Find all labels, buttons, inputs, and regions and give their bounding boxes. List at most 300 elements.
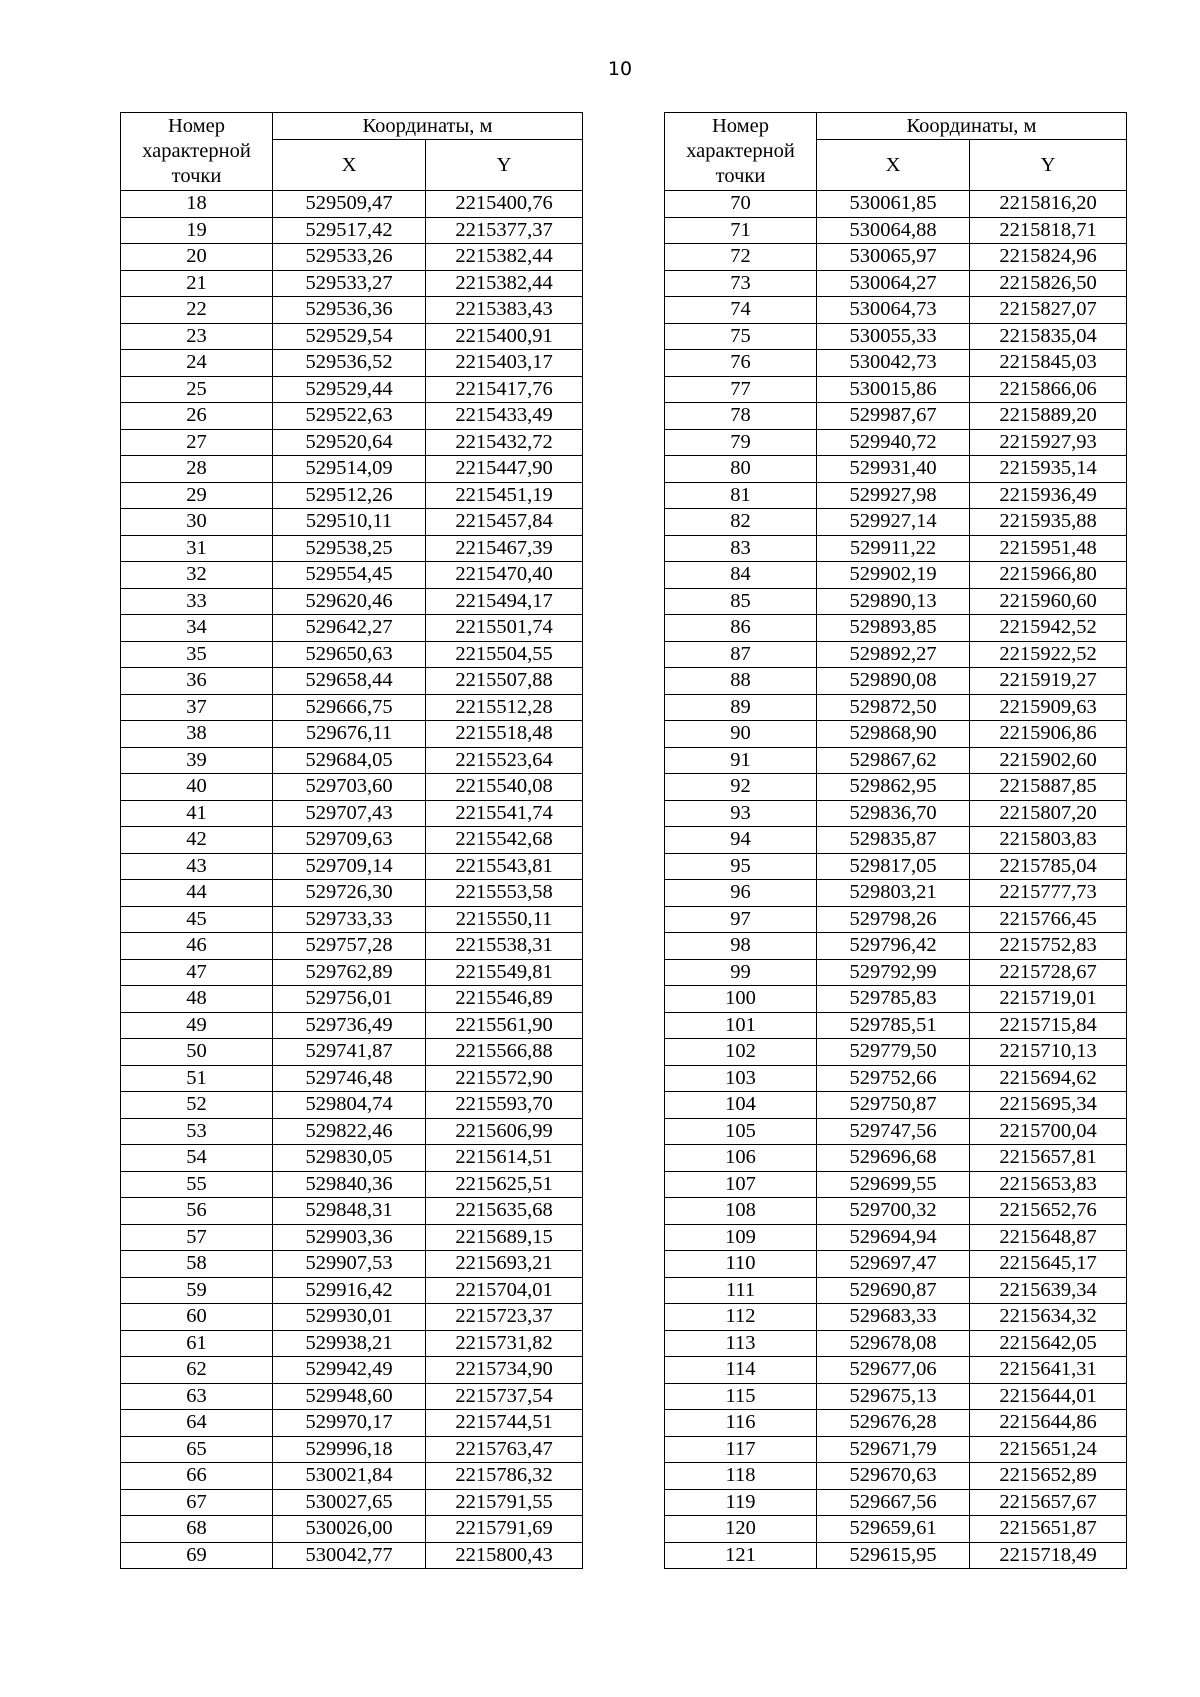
table-row (665, 694, 1127, 721)
y-coordinate-cell: 2215470,40 (426, 562, 583, 589)
y-coordinate-cell: 2215644,86 (970, 1410, 1127, 1437)
x-coordinate-cell: 529658,44 (273, 668, 426, 695)
y-coordinate-cell: 2215826,50 (970, 270, 1127, 297)
point-number-cell: 78 (665, 403, 817, 430)
x-coordinate-cell: 529707,43 (273, 800, 426, 827)
y-coordinate-cell: 2215432,72 (426, 429, 583, 456)
table-row (121, 1251, 583, 1278)
point-number-cell: 59 (121, 1277, 273, 1304)
x-coordinate-cell: 529533,27 (273, 270, 426, 297)
table-row (665, 933, 1127, 960)
point-number-cell: 88 (665, 668, 817, 695)
table-row (121, 1277, 583, 1304)
y-coordinate-cell: 2215922,52 (970, 641, 1127, 668)
point-number-cell: 40 (121, 774, 273, 801)
point-number-cell: 38 (121, 721, 273, 748)
coordinates-header: Координаты, м (273, 113, 583, 140)
table-row (121, 456, 583, 483)
table-row (121, 191, 583, 218)
point-number-cell: 112 (665, 1304, 817, 1331)
y-coordinate-cell: 2215403,17 (426, 350, 583, 377)
point-number-cell: 77 (665, 376, 817, 403)
table-row (665, 1436, 1127, 1463)
point-number-cell: 104 (665, 1092, 817, 1119)
table-row (121, 933, 583, 960)
table-row (121, 1145, 583, 1172)
point-number-cell: 105 (665, 1118, 817, 1145)
point-number-cell: 58 (121, 1251, 273, 1278)
table-row (121, 1304, 583, 1331)
table-row (121, 1330, 583, 1357)
x-coordinate-cell: 529700,32 (817, 1198, 970, 1225)
x-coordinate-cell: 529520,64 (273, 429, 426, 456)
x-coordinate-cell: 529948,60 (273, 1383, 426, 1410)
point-number-cell: 102 (665, 1039, 817, 1066)
table-row (665, 1171, 1127, 1198)
table-row (665, 1198, 1127, 1225)
table-row (121, 1065, 583, 1092)
point-number-cell: 19 (121, 217, 273, 244)
y-coordinate-cell: 2215400,76 (426, 191, 583, 218)
table-row (665, 429, 1127, 456)
y-coordinate-cell: 2215382,44 (426, 244, 583, 271)
x-coordinate-cell: 529862,95 (817, 774, 970, 801)
table-row (121, 1436, 583, 1463)
y-coordinate-cell: 2215451,19 (426, 482, 583, 509)
table-row (121, 827, 583, 854)
y-coordinate-cell: 2215606,99 (426, 1118, 583, 1145)
point-number-cell: 86 (665, 615, 817, 642)
x-coordinate-cell: 529733,33 (273, 906, 426, 933)
x-coordinate-cell: 529746,48 (273, 1065, 426, 1092)
point-number-cell: 64 (121, 1410, 273, 1437)
point-number-cell: 48 (121, 986, 273, 1013)
x-coordinate-cell: 529804,74 (273, 1092, 426, 1119)
table-body (665, 191, 1127, 1569)
x-coordinate-cell: 530015,86 (817, 376, 970, 403)
table-row (665, 588, 1127, 615)
y-coordinate-cell: 2215766,45 (970, 906, 1127, 933)
y-coordinate-cell: 2215816,20 (970, 191, 1127, 218)
table-row (665, 562, 1127, 589)
table-row (665, 1463, 1127, 1490)
x-coordinate-cell: 529736,49 (273, 1012, 426, 1039)
point-number-cell: 73 (665, 270, 817, 297)
y-coordinate-cell: 2215951,48 (970, 535, 1127, 562)
y-coordinate-cell: 2215648,87 (970, 1224, 1127, 1251)
y-coordinate-cell: 2215504,55 (426, 641, 583, 668)
x-coordinate-cell: 529741,87 (273, 1039, 426, 1066)
point-number-cell: 113 (665, 1330, 817, 1357)
point-number-cell: 25 (121, 376, 273, 403)
point-number-cell: 42 (121, 827, 273, 854)
y-coordinate-cell: 2215919,27 (970, 668, 1127, 695)
table-row (665, 217, 1127, 244)
point-number-cell: 22 (121, 297, 273, 324)
x-coordinate-cell: 529676,11 (273, 721, 426, 748)
x-coordinate-cell: 529512,26 (273, 482, 426, 509)
table-row (121, 323, 583, 350)
point-number-cell: 115 (665, 1383, 817, 1410)
table-row (665, 747, 1127, 774)
x-coordinate-cell: 529931,40 (817, 456, 970, 483)
y-coordinate-cell: 2215752,83 (970, 933, 1127, 960)
point-number-cell: 101 (665, 1012, 817, 1039)
y-coordinate-cell: 2215737,54 (426, 1383, 583, 1410)
y-header: Y (426, 140, 583, 191)
point-number-cell: 44 (121, 880, 273, 907)
point-number-cell: 23 (121, 323, 273, 350)
x-header: X (273, 140, 426, 191)
point-number-cell: 65 (121, 1436, 273, 1463)
y-coordinate-cell: 2215561,90 (426, 1012, 583, 1039)
table-row (121, 509, 583, 536)
table-row (665, 959, 1127, 986)
y-coordinate-cell: 2215824,96 (970, 244, 1127, 271)
point-number-cell: 52 (121, 1092, 273, 1119)
point-number-cell: 72 (665, 244, 817, 271)
table-row (665, 376, 1127, 403)
y-coordinate-cell: 2215718,49 (970, 1542, 1127, 1569)
table-row (121, 376, 583, 403)
x-coordinate-cell: 529916,42 (273, 1277, 426, 1304)
x-coordinate-cell: 530042,77 (273, 1542, 426, 1569)
x-coordinate-cell: 530064,73 (817, 297, 970, 324)
y-coordinate-cell: 2215382,44 (426, 270, 583, 297)
table-row (121, 668, 583, 695)
table-row (121, 1383, 583, 1410)
point-number-cell: 62 (121, 1357, 273, 1384)
y-coordinate-cell: 2215887,85 (970, 774, 1127, 801)
point-number-cell: 46 (121, 933, 273, 960)
point-number-cell: 75 (665, 323, 817, 350)
point-number-header: Номер характерной точки (121, 113, 273, 191)
x-coordinate-cell: 529709,14 (273, 853, 426, 880)
y-coordinate-cell: 2215377,37 (426, 217, 583, 244)
y-coordinate-cell: 2215507,88 (426, 668, 583, 695)
x-coordinate-cell: 529522,63 (273, 403, 426, 430)
y-coordinate-cell: 2215744,51 (426, 1410, 583, 1437)
y-coordinate-cell: 2215523,64 (426, 747, 583, 774)
y-coordinate-cell: 2215652,76 (970, 1198, 1127, 1225)
point-number-cell: 49 (121, 1012, 273, 1039)
x-coordinate-cell: 529696,68 (817, 1145, 970, 1172)
y-coordinate-cell: 2215694,62 (970, 1065, 1127, 1092)
y-coordinate-cell: 2215657,67 (970, 1489, 1127, 1516)
x-header: X (817, 140, 970, 191)
y-coordinate-cell: 2215634,32 (970, 1304, 1127, 1331)
point-number-cell: 18 (121, 191, 273, 218)
table-row (121, 1410, 583, 1437)
y-coordinate-cell: 2215791,69 (426, 1516, 583, 1543)
y-coordinate-cell: 2215785,04 (970, 853, 1127, 880)
y-header: Y (970, 140, 1127, 191)
x-coordinate-cell: 529785,83 (817, 986, 970, 1013)
table-row (665, 1224, 1127, 1251)
y-coordinate-cell: 2215715,84 (970, 1012, 1127, 1039)
table-row (121, 562, 583, 589)
table-row (665, 1410, 1127, 1437)
x-coordinate-cell: 529529,54 (273, 323, 426, 350)
point-number-cell: 87 (665, 641, 817, 668)
x-coordinate-cell: 530026,00 (273, 1516, 426, 1543)
x-coordinate-cell: 529615,95 (817, 1542, 970, 1569)
x-coordinate-cell: 529796,42 (817, 933, 970, 960)
y-coordinate-cell: 2215433,49 (426, 403, 583, 430)
table-row (121, 986, 583, 1013)
table-row (665, 880, 1127, 907)
x-coordinate-cell: 529890,08 (817, 668, 970, 695)
coordinates-header: Координаты, м (817, 113, 1127, 140)
table-row (665, 721, 1127, 748)
point-number-cell: 36 (121, 668, 273, 695)
y-coordinate-cell: 2215889,20 (970, 403, 1127, 430)
table-row (665, 1145, 1127, 1172)
x-coordinate-cell: 529554,45 (273, 562, 426, 589)
table-row (665, 1304, 1127, 1331)
y-coordinate-cell: 2215710,13 (970, 1039, 1127, 1066)
x-coordinate-cell: 529848,31 (273, 1198, 426, 1225)
x-coordinate-cell: 529536,52 (273, 350, 426, 377)
point-number-cell: 30 (121, 509, 273, 536)
table-row (665, 1516, 1127, 1543)
table-row (121, 906, 583, 933)
y-coordinate-cell: 2215642,05 (970, 1330, 1127, 1357)
y-coordinate-cell: 2215417,76 (426, 376, 583, 403)
y-coordinate-cell: 2215467,39 (426, 535, 583, 562)
point-number-cell: 94 (665, 827, 817, 854)
point-number-cell: 118 (665, 1463, 817, 1490)
x-coordinate-cell: 529779,50 (817, 1039, 970, 1066)
table-row (121, 1463, 583, 1490)
point-number-cell: 32 (121, 562, 273, 589)
y-coordinate-cell: 2215731,82 (426, 1330, 583, 1357)
point-number-cell: 60 (121, 1304, 273, 1331)
point-number-cell: 83 (665, 535, 817, 562)
point-number-cell: 20 (121, 244, 273, 271)
table-row (121, 1516, 583, 1543)
y-coordinate-cell: 2215936,49 (970, 482, 1127, 509)
table-row (121, 694, 583, 721)
point-number-cell: 74 (665, 297, 817, 324)
table-row (665, 1118, 1127, 1145)
y-coordinate-cell: 2215935,88 (970, 509, 1127, 536)
point-number-cell: 99 (665, 959, 817, 986)
x-coordinate-cell: 529835,87 (817, 827, 970, 854)
point-number-cell: 31 (121, 535, 273, 562)
y-coordinate-cell: 2215827,07 (970, 297, 1127, 324)
y-coordinate-cell: 2215786,32 (426, 1463, 583, 1490)
page-number: 10 (607, 58, 633, 80)
x-coordinate-cell: 529927,14 (817, 509, 970, 536)
point-number-cell: 70 (665, 191, 817, 218)
point-number-cell: 69 (121, 1542, 273, 1569)
table-row (121, 217, 583, 244)
x-coordinate-cell: 529872,50 (817, 694, 970, 721)
y-coordinate-cell: 2215553,58 (426, 880, 583, 907)
x-coordinate-cell: 529670,63 (817, 1463, 970, 1490)
y-coordinate-cell: 2215543,81 (426, 853, 583, 880)
y-coordinate-cell: 2215693,21 (426, 1251, 583, 1278)
point-number-cell: 41 (121, 800, 273, 827)
x-coordinate-cell: 529703,60 (273, 774, 426, 801)
point-number-cell: 82 (665, 509, 817, 536)
y-coordinate-cell: 2215512,28 (426, 694, 583, 721)
point-number-cell: 93 (665, 800, 817, 827)
y-coordinate-cell: 2215818,71 (970, 217, 1127, 244)
y-coordinate-cell: 2215935,14 (970, 456, 1127, 483)
y-coordinate-cell: 2215625,51 (426, 1171, 583, 1198)
x-coordinate-cell: 529942,49 (273, 1357, 426, 1384)
table-row (665, 350, 1127, 377)
x-coordinate-cell: 529750,87 (817, 1092, 970, 1119)
point-number-cell: 89 (665, 694, 817, 721)
x-coordinate-cell: 529902,19 (817, 562, 970, 589)
table-row (121, 588, 583, 615)
table-row (121, 800, 583, 827)
point-number-cell: 24 (121, 350, 273, 377)
table-row (121, 535, 583, 562)
point-number-cell: 91 (665, 747, 817, 774)
coordinates-table-right (664, 112, 1127, 1569)
x-coordinate-cell: 529762,89 (273, 959, 426, 986)
table-row (665, 906, 1127, 933)
table-row (121, 297, 583, 324)
table-row (121, 482, 583, 509)
point-number-cell: 47 (121, 959, 273, 986)
x-coordinate-cell: 529675,13 (817, 1383, 970, 1410)
table-row (121, 1039, 583, 1066)
point-number-cell: 21 (121, 270, 273, 297)
table-row (665, 800, 1127, 827)
table-row (121, 270, 583, 297)
y-coordinate-cell: 2215645,17 (970, 1251, 1127, 1278)
x-coordinate-cell: 529697,47 (817, 1251, 970, 1278)
x-coordinate-cell: 529642,27 (273, 615, 426, 642)
table-row (665, 1092, 1127, 1119)
table-row (121, 1357, 583, 1384)
point-number-cell: 39 (121, 747, 273, 774)
point-number-cell: 108 (665, 1198, 817, 1225)
point-number-cell: 66 (121, 1463, 273, 1490)
point-number-cell: 33 (121, 588, 273, 615)
table-row (121, 853, 583, 880)
y-coordinate-cell: 2215651,87 (970, 1516, 1127, 1543)
x-coordinate-cell: 529756,01 (273, 986, 426, 1013)
point-number-cell: 120 (665, 1516, 817, 1543)
y-coordinate-cell: 2215639,34 (970, 1277, 1127, 1304)
point-number-cell: 35 (121, 641, 273, 668)
x-coordinate-cell: 529798,26 (817, 906, 970, 933)
x-coordinate-cell: 529893,85 (817, 615, 970, 642)
y-coordinate-cell: 2215942,52 (970, 615, 1127, 642)
x-coordinate-cell: 529970,17 (273, 1410, 426, 1437)
table-row (665, 641, 1127, 668)
point-number-cell: 63 (121, 1383, 273, 1410)
x-coordinate-cell: 529509,47 (273, 191, 426, 218)
table-row (121, 1542, 583, 1569)
x-coordinate-cell: 530064,88 (817, 217, 970, 244)
x-coordinate-cell: 529836,70 (817, 800, 970, 827)
x-coordinate-cell: 529817,05 (817, 853, 970, 880)
point-number-cell: 43 (121, 853, 273, 880)
x-coordinate-cell: 529667,56 (817, 1489, 970, 1516)
point-number-cell: 107 (665, 1171, 817, 1198)
point-number-cell: 119 (665, 1489, 817, 1516)
table-row (665, 191, 1127, 218)
point-number-cell: 96 (665, 880, 817, 907)
point-number-header: Номер характерной точки (665, 113, 817, 191)
x-coordinate-cell: 529620,46 (273, 588, 426, 615)
table-row (665, 1039, 1127, 1066)
y-coordinate-cell: 2215866,06 (970, 376, 1127, 403)
point-number-cell: 51 (121, 1065, 273, 1092)
point-number-cell: 106 (665, 1145, 817, 1172)
table-row (665, 244, 1127, 271)
x-coordinate-cell: 529890,13 (817, 588, 970, 615)
x-coordinate-cell: 529892,27 (817, 641, 970, 668)
y-coordinate-cell: 2215763,47 (426, 1436, 583, 1463)
point-number-cell: 110 (665, 1251, 817, 1278)
y-coordinate-cell: 2215457,84 (426, 509, 583, 536)
point-number-cell: 57 (121, 1224, 273, 1251)
y-coordinate-cell: 2215689,15 (426, 1224, 583, 1251)
x-coordinate-cell: 529785,51 (817, 1012, 970, 1039)
x-coordinate-cell: 529678,08 (817, 1330, 970, 1357)
point-number-cell: 90 (665, 721, 817, 748)
y-coordinate-cell: 2215550,11 (426, 906, 583, 933)
point-number-cell: 28 (121, 456, 273, 483)
table-row (665, 827, 1127, 854)
point-number-cell: 95 (665, 853, 817, 880)
y-coordinate-cell: 2215800,43 (426, 1542, 583, 1569)
table-row (121, 615, 583, 642)
point-number-cell: 50 (121, 1039, 273, 1066)
x-coordinate-cell: 529868,90 (817, 721, 970, 748)
y-coordinate-cell: 2215966,80 (970, 562, 1127, 589)
table-row (665, 1065, 1127, 1092)
y-coordinate-cell: 2215566,88 (426, 1039, 583, 1066)
x-coordinate-cell: 529840,36 (273, 1171, 426, 1198)
table-row (121, 244, 583, 271)
table-row (665, 774, 1127, 801)
y-coordinate-cell: 2215644,01 (970, 1383, 1127, 1410)
x-coordinate-cell: 529666,75 (273, 694, 426, 721)
y-coordinate-cell: 2215960,60 (970, 588, 1127, 615)
x-coordinate-cell: 529940,72 (817, 429, 970, 456)
x-coordinate-cell: 529694,94 (817, 1224, 970, 1251)
x-coordinate-cell: 529911,22 (817, 535, 970, 562)
y-coordinate-cell: 2215549,81 (426, 959, 583, 986)
table-row (665, 1330, 1127, 1357)
table-row (665, 297, 1127, 324)
y-coordinate-cell: 2215845,03 (970, 350, 1127, 377)
x-coordinate-cell: 529510,11 (273, 509, 426, 536)
x-coordinate-cell: 529930,01 (273, 1304, 426, 1331)
table-row (665, 615, 1127, 642)
table-row (665, 1489, 1127, 1516)
point-number-cell: 26 (121, 403, 273, 430)
x-coordinate-cell: 529996,18 (273, 1436, 426, 1463)
table-row (121, 747, 583, 774)
point-number-cell: 97 (665, 906, 817, 933)
x-coordinate-cell: 529533,26 (273, 244, 426, 271)
table-row (121, 350, 583, 377)
x-coordinate-cell: 529650,63 (273, 641, 426, 668)
x-coordinate-cell: 529938,21 (273, 1330, 426, 1357)
x-coordinate-cell: 529659,61 (817, 1516, 970, 1543)
point-number-cell: 55 (121, 1171, 273, 1198)
